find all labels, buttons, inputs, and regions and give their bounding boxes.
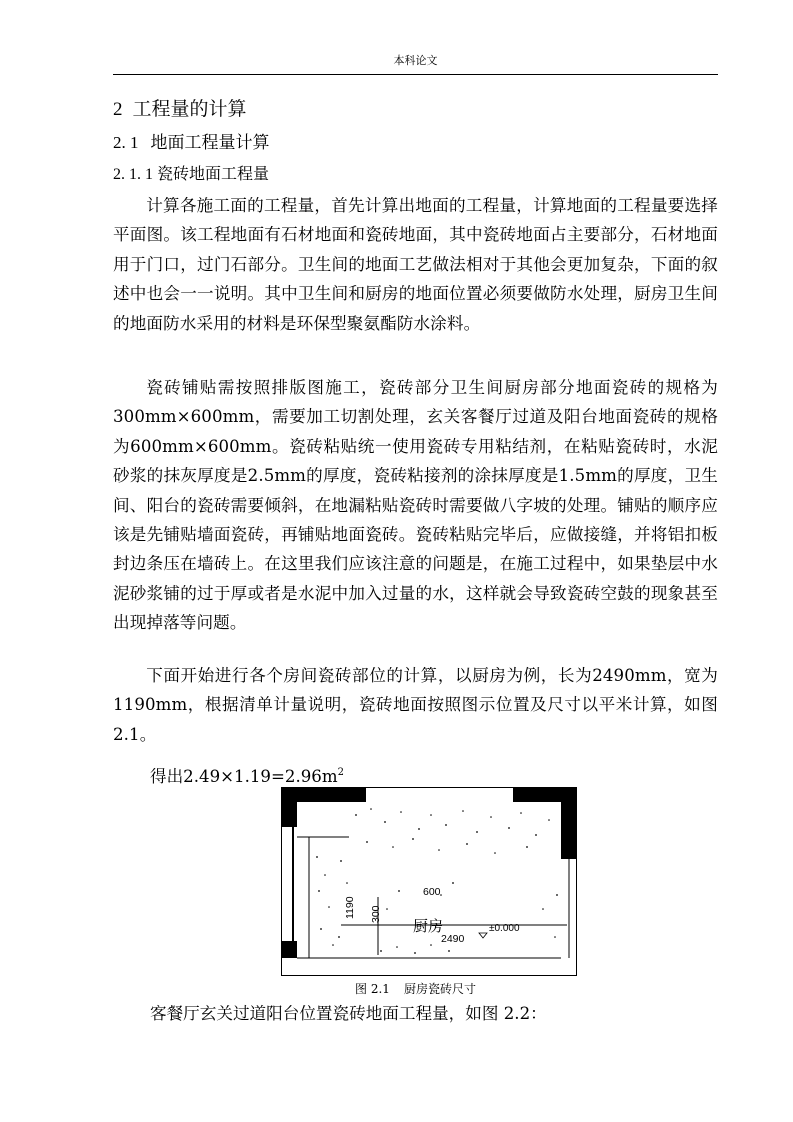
top-right-wall [513, 787, 577, 802]
subsubsection-title: 瓷砖地面工程量 [157, 164, 270, 183]
left-wall-bottom [281, 941, 297, 958]
formula-exponent: 2 [337, 767, 344, 778]
closing-line: 客餐厅玄关过道阳台位置瓷砖地面工程量，如图 2.2： [150, 1004, 547, 1023]
subsection-title: 地面工程量计算 [150, 133, 270, 153]
figure-frame [282, 788, 577, 976]
dim-600-label: 600 [423, 886, 441, 898]
section-number: 2 [113, 99, 123, 120]
right-wall [561, 802, 577, 859]
dim-1190-label: 1190 [344, 896, 356, 919]
section-heading [113, 96, 247, 123]
kitchen-floor-plan-figure [281, 787, 577, 976]
subsection-heading [113, 131, 270, 155]
caption-number: 图 2.1 [355, 982, 390, 996]
dim-2490-label: 2490 [441, 933, 465, 945]
subsection-number: 2. 1 [113, 133, 139, 152]
subsubsection-heading [113, 162, 269, 187]
room-label: 厨房 [413, 917, 444, 935]
page-header [113, 52, 718, 75]
paragraph-kitchen-calc: 下面开始进行各个房间瓷砖部位的计算，以厨房为例，长为2490mm，宽为1190mm，根据清单计量说明，瓷砖地面按照图示位置及尺寸以平米计算，如图2.1。 [113, 666, 718, 744]
dim-300-label: 300 [370, 905, 382, 923]
section-title: 工程量的计算 [132, 98, 247, 120]
subsubsection-number: 2. 1. 1 [113, 166, 153, 183]
paragraph-floor-overview: 计算各施工面的工程量，首先计算出地面的工程量，计算地面的工程量要选择平面图。该工程地面有石材地面和瓷砖地面，其中瓷砖地面占主要部分，石材地面用于门口，过门石部分。卫生间的地面工艺做法相对于其他会更加复杂，下面的叙述中也会一一说明。其中卫生间和厨房的地面位置必须要做防水处理，厨房卫生间的地面防水采用的材料是环保型聚氨酯防水涂料。 [113, 196, 718, 333]
caption-text: 厨房瓷砖尺寸 [403, 982, 476, 996]
level-label: ±0.000 [489, 923, 520, 934]
figure-caption [113, 980, 718, 998]
top-left-wall [281, 787, 366, 802]
header-text: 本科论文 [393, 54, 438, 67]
paragraph-tile-laying: 瓷砖铺贴需按照排版图施工，瓷砖部分卫生间厨房部分地面瓷砖的规格为300mm×600mm，需要加工切割处理，玄关客餐厅过道及阳台地面瓷砖的规格为600mm×600mm。瓷砖粘贴统一使用瓷砖专用粘结剂，在粘贴瓷砖时，水泥砂浆的抹灰厚度是2.5mm的厚度，瓷砖粘接剂的涂抹厚度是1.5mm的厚度，卫生间、阳台的瓷砖需要倾斜，在地漏粘贴瓷砖时需要做八字坡的处理。铺贴的顺序应该是先铺贴墙面瓷砖，再铺贴地面瓷砖。瓷砖粘贴完毕后，应做接缝，并将铝扣板封边条压在墙砖上。在这里我们应该注意的问题是，在施工过程中，如果垫层中水泥砂浆铺的过于厚或者是水泥中加入过量的水，这样就会导致瓷砖空鼓的现象甚至出现掉落等问题。 [113, 378, 718, 633]
left-wall-top [281, 802, 297, 827]
formula-text: 得出2.49×1.19=2.96m [150, 767, 338, 786]
